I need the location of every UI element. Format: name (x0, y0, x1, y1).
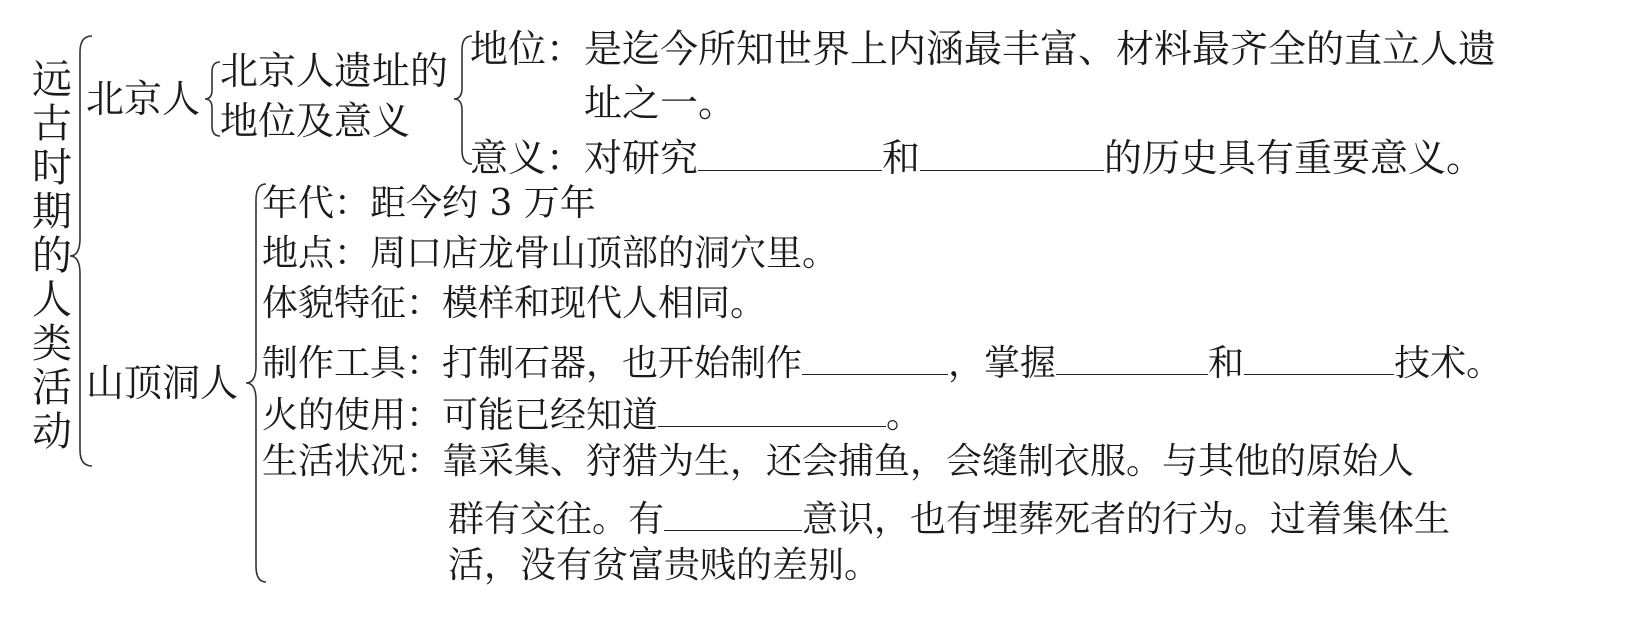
meaning-prefix: 对研究 (584, 136, 699, 180)
fire-suffix: 。 (886, 395, 923, 436)
life-line3: 活，没有贫富贵贱的差别。 (448, 545, 881, 586)
appearance-row (262, 283, 767, 324)
fire-prefix: 可能已经知道 (442, 395, 659, 436)
root-title: 远古时期的人类活动 (32, 57, 72, 455)
life-line2-prefix: 群有交往。有 (448, 499, 665, 540)
tools-label: 制作工具： (262, 343, 443, 384)
status-line2: 址之一。 (584, 81, 737, 125)
tools-blank-2[interactable] (1056, 340, 1208, 375)
life-line1: 靠采集、狩猎为生，还会捕鱼，会缝制衣服。与其他的原始人 (442, 441, 1415, 482)
tools-row (262, 340, 1502, 382)
tools-and: 和 (1208, 343, 1245, 384)
fire-blank[interactable] (658, 392, 886, 427)
meaning-blank-1[interactable] (698, 136, 882, 171)
life-line2 (448, 496, 1450, 538)
meaning-label: 意义： (470, 136, 585, 180)
place-text: 周口店龙骨山顶部的洞穴里。 (370, 233, 839, 274)
status-row (470, 27, 1497, 71)
meaning-suffix: 的历史具有重要意义。 (1104, 136, 1485, 180)
peking-brace (205, 62, 220, 136)
status-label: 地位： (470, 27, 585, 71)
appearance-text: 模样和现代人相同。 (442, 283, 767, 324)
life-row (262, 441, 1415, 482)
tools-mid: ，掌握 (948, 343, 1057, 384)
meaning-row (470, 136, 1485, 180)
era-label: 年代： (262, 183, 371, 224)
peking-label: 北京人 (86, 77, 201, 121)
meaning-blank-2[interactable] (920, 136, 1104, 171)
tools-prefix: 打制石器，也开始制作 (442, 343, 803, 384)
life-line2-suffix: 意识，也有埋葬死者的行为。过着集体生 (802, 499, 1451, 540)
era-text: 距今约 3 万年 (370, 183, 596, 224)
place-label: 地点： (262, 233, 371, 274)
life-label: 生活状况： (262, 441, 443, 482)
tools-suffix: 技术。 (1394, 343, 1503, 384)
meaning-and: 和 (882, 136, 921, 180)
place-row (262, 233, 839, 274)
peking-sub-line1: 北京人遗址的 (220, 49, 449, 93)
appearance-label: 体貌特征： (262, 283, 443, 324)
tools-blank-3[interactable] (1244, 340, 1394, 375)
era-row (262, 183, 596, 224)
status-line1: 是迄今所知世界上内涵最丰富、材料最齐全的直立人遗 (584, 27, 1497, 71)
fire-row (262, 392, 922, 434)
peking-sub-line2: 地位及意义 (220, 99, 411, 143)
tools-blank-1[interactable] (802, 340, 948, 375)
upper-cave-label: 山顶洞人 (86, 361, 239, 405)
fire-label: 火的使用： (262, 395, 443, 436)
life-blank[interactable] (664, 496, 802, 531)
